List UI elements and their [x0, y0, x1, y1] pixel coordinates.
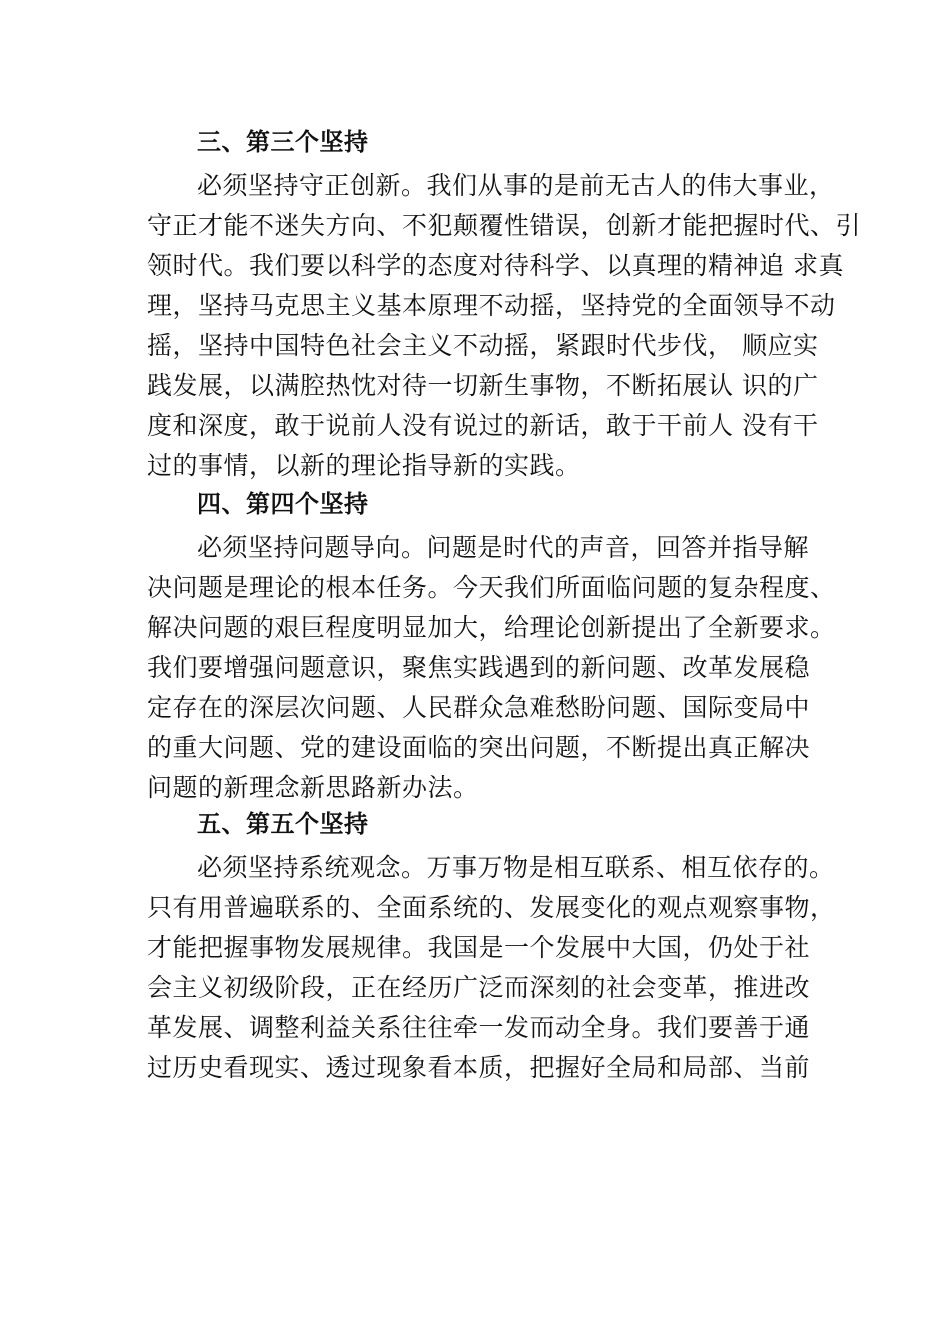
paragraph-line: 过历史看现实、透过现象看本质，把握好全局和局部、当前	[147, 1053, 811, 1082]
paragraph-line: 理，坚持马克思主义基本原理不动摇，坚持党的全面领导不动	[147, 291, 836, 320]
paragraph-line: 摇，坚持中国特色社会主义不动摇，紧跟时代步伐， 顺应实	[147, 331, 819, 360]
section-heading-4: 四、第四个坚持	[197, 490, 369, 518]
paragraph-line: 只有用普遍联系的、全面系统的、发展变化的观点观察事物，	[147, 893, 836, 922]
section-heading-5: 五、第五个坚持	[197, 810, 369, 838]
paragraph-line: 守正才能不迷失方向、不犯颠覆性错误，创新才能把握时代、引	[147, 211, 862, 240]
paragraph-line: 必须坚持问题导向。问题是时代的声音，回答并指导解	[197, 533, 810, 562]
paragraph-line: 践发展，以满腔热忱对待一切新生事物，不断拓展认 识的广	[147, 371, 819, 400]
paragraph-line: 会主义初级阶段，正在经历广泛而深刻的社会变革，推进改	[147, 973, 811, 1002]
paragraph-line: 我们要增强问题意识，聚焦实践遇到的新问题、改革发展稳	[147, 653, 811, 682]
paragraph-line: 度和深度，敢于说前人没有说过的新话，敢于干前人 没有干	[147, 411, 819, 440]
paragraph-line: 解决问题的艰巨程度明显加大，给理论创新提出了全新要求。	[147, 613, 836, 642]
paragraph-line: 领时代。我们要以科学的态度对待科学、以真理的精神追 求真	[147, 251, 844, 280]
paragraph-line: 决问题是理论的根本任务。今天我们所面临问题的复杂程度、	[147, 573, 836, 602]
paragraph-line: 革发展、调整利益关系往往牵一发而动全身。我们要善于通	[147, 1013, 811, 1042]
paragraph-line: 问题的新理念新思路新办法。	[147, 773, 479, 802]
paragraph-line: 才能把握事物发展规律。我国是一个发展中大国，仍处于社	[147, 933, 811, 962]
paragraph-line: 定存在的深层次问题、人民群众急难愁盼问题、国际变局中	[147, 693, 811, 722]
paragraph-line: 必须坚持守正创新。我们从事的是前无古人的伟大事业，	[197, 171, 835, 200]
section-heading-3: 三、第三个坚持	[197, 128, 369, 156]
paragraph-line: 的重大问题、党的建设面临的突出问题，不断提出真正解决	[147, 733, 811, 762]
paragraph-line: 过的事情，以新的理论指导新的实践。	[147, 451, 581, 480]
paragraph-line: 必须坚持系统观念。万事万物是相互联系、相互依存的。	[197, 853, 835, 882]
